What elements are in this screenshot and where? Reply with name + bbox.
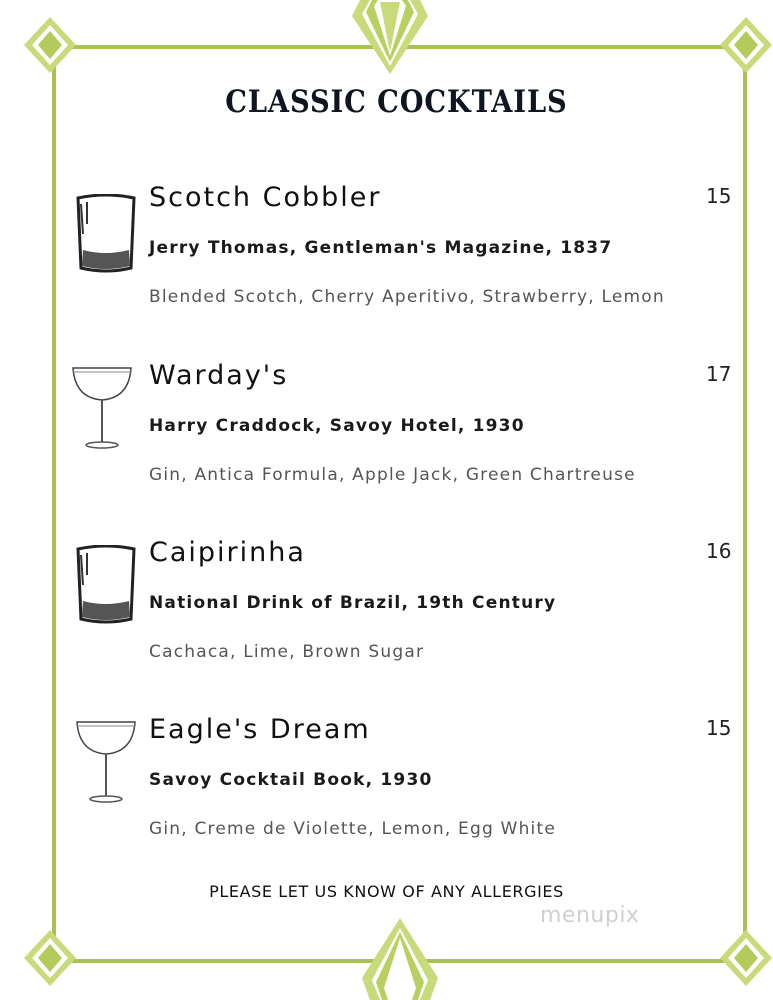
allergy-note: PLEASE LET US KNOW OF ANY ALLERGIES	[209, 882, 564, 901]
item-origin: Savoy Cocktail Book, 1930	[149, 770, 433, 790]
menu-item	[0, 360, 773, 530]
menu-title: CLASSIC COCKTAILS	[225, 84, 568, 120]
corner-diamond-icon	[22, 15, 78, 75]
item-name: Warday's	[149, 360, 289, 391]
item-price: 16	[706, 539, 732, 563]
item-ingredients: Blended Scotch, Cherry Aperitivo, Strawberry, Lemon	[149, 287, 665, 307]
item-price: 15	[706, 716, 732, 740]
item-price: 15	[706, 184, 732, 208]
rocks-glass-icon	[75, 545, 137, 625]
item-ingredients: Cachaca, Lime, Brown Sugar	[149, 642, 425, 662]
item-ingredients: Gin, Antica Formula, Apple Jack, Green Chartreuse	[149, 465, 636, 485]
menu-item	[0, 714, 773, 884]
coupe-glass-icon	[71, 364, 133, 450]
watermark: menupix	[540, 903, 640, 928]
item-ingredients: Gin, Creme de Violette, Lemon, Egg White	[149, 819, 556, 839]
menu-item	[0, 537, 773, 707]
item-origin: Jerry Thomas, Gentleman's Magazine, 1837	[149, 238, 613, 258]
item-name: Caipirinha	[149, 537, 306, 568]
art-deco-fan-bottom-icon	[360, 918, 440, 1000]
item-origin: Harry Craddock, Savoy Hotel, 1930	[149, 416, 525, 436]
item-origin: National Drink of Brazil, 19th Century	[149, 593, 557, 613]
corner-diamond-icon	[718, 15, 773, 75]
coupe-glass-icon	[75, 718, 137, 804]
item-name: Eagle's Dream	[149, 714, 371, 745]
art-deco-fan-top-icon	[350, 0, 430, 76]
item-name: Scotch Cobbler	[149, 182, 382, 213]
corner-diamond-icon	[718, 928, 773, 988]
menu-item	[0, 182, 773, 352]
item-price: 17	[706, 362, 732, 386]
rocks-glass-icon	[75, 194, 137, 274]
corner-diamond-icon	[22, 928, 78, 988]
